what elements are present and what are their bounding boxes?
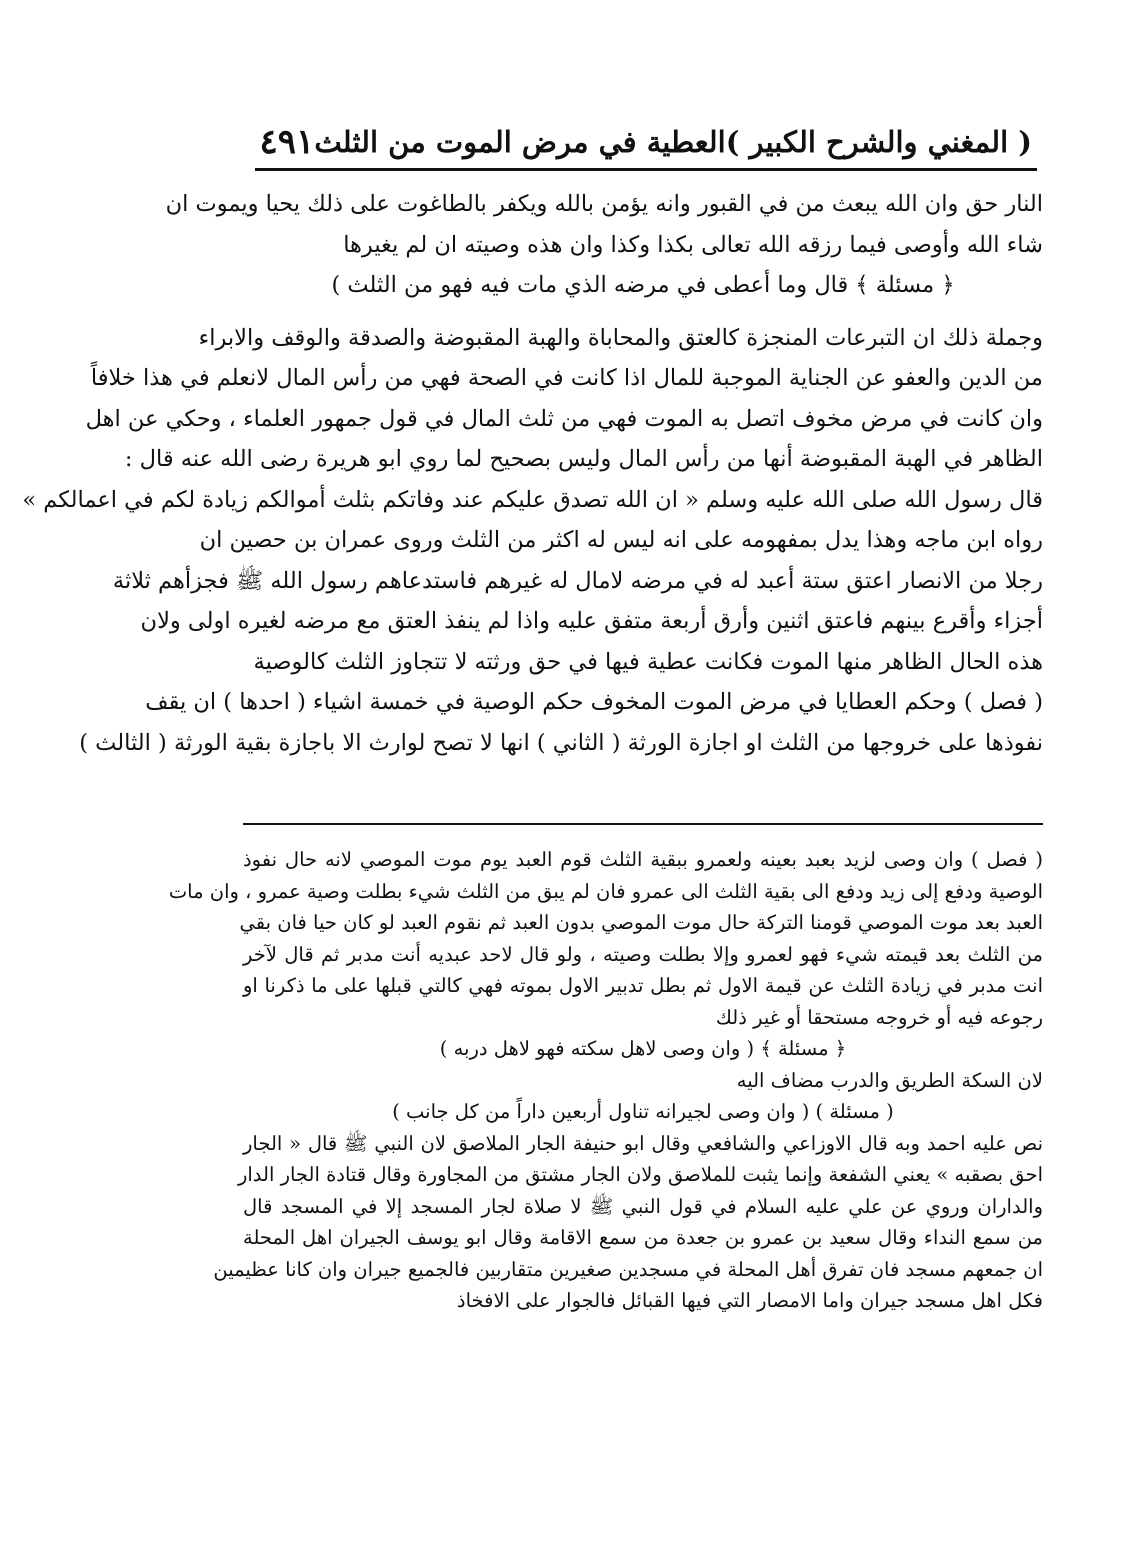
main-text-line: رواه ابن ماجه وهذا يدل بمفهومه على انه ليس له اكثر من الثلث وروى عمران بن حصين ان (199, 527, 1043, 553)
commentary-line: والداران وروي عن علي عليه السلام في قول النبي ﷺ لا صلاة لجار المسجد إلا في المسجد قال (243, 1194, 1043, 1218)
main-text-line: وان كانت في مرض مخوف اتصل به الموت فهي من ثلث المال في قول جمهور العلماء ، وحكي عن اهل (85, 405, 1043, 432)
commentary-line: الوصية ودفع إلى زيد ودفع الى بقية الثلث الى عمرو فان لم يبق من الثلث شيء بطلت وصية عمرو ، وان مات (168, 879, 1043, 903)
section-title: العطية في مرض الموت من الثلث (314, 125, 726, 159)
main-text-line: هذه الحال الظاهر منها الموت فكانت عطية فيها في حق ورثته لا تتجاوز الثلث كالوصية (253, 648, 1043, 675)
commentary-line: احق بصقبه » يعني الشفعة وإنما يثبت للملاصق ولان الجار مشتق من المجاورة وقال قتادة الجار الدار (237, 1163, 1043, 1186)
commentary-line: انت مدبر في زيادة الثلث عن قيمة الاول ثم بطل تدبير الاول بموته فهي كالتي قبلها على ما ذكرنا او (243, 974, 1043, 997)
main-text-line: ( فصل ) وحكم العطايا في مرض الموت المخوف حكم الوصية في خمسة اشياء ( احدها ) ان يقف (145, 689, 1043, 715)
main-text-line: وجملة ذلك ان التبرعات المنجزة كالعتق والمحاباة والهبة المقبوضة والصدقة والوقف والابراء (198, 324, 1043, 351)
commentary-line: العبد بعد موت الموصي قومنا التركة حال موت الموصي بدون العبد ثم نقوم العبد لو كان حيا فان بقي (239, 911, 1043, 934)
commentary-line: فكل اهل مسجد جيران واما الامصار التي فيها القبائل فالجوار على الافخاذ (456, 1289, 1043, 1312)
mas-ala-heading: ( مسئلة ) ( وان وصى لجيرانه تناول أربعين داراً من كل جانب ) (392, 1100, 894, 1123)
main-text-line: الظاهر في الهبة المقبوضة أنها من رأس المال وليس بصحيح لما روي ابو هريرة رضى الله عنه قال : (124, 446, 1043, 472)
main-text-line: رجلا من الانصار اعتق ستة أعبد له في مرضه لامال له غيرهم فاستدعاهم رسول الله ﷺ فجزأهم ثلاثة (112, 567, 1043, 594)
main-text-line: النار حق وان الله يبعث من في القبور وانه يؤمن بالله ويكفر بالطاغوت على ذلك يحيا ويموت ان (165, 191, 1043, 217)
header-rule (255, 168, 1037, 171)
commentary-line: نص عليه احمد وبه قال الاوزاعي والشافعي وقال ابو حنيفة الجار الملاصق لان النبي ﷺ قال « الجار (243, 1131, 1043, 1155)
main-text-line: من الدين والعفو عن الجناية الموجبة للمال اذا كانت في الصحة فهي من رأس المال لانعلم في هذا خلافاً (90, 365, 1043, 391)
main-text-line: أجزاء وأقرع بينهم فاعتق اثنين وأرق أربعة متفق عليه واذا لم ينفذ العتق مع مرضه لغيره اولى ولان (140, 608, 1043, 634)
commentary-line: من الثلث بعد قيمته شيء فهو لعمرو وإلا بطلت وصيته ، ولو قال لاحد عبديه أنت مدبر ثم قال لآخر (243, 942, 1043, 966)
mas-ala-heading: ﴿ مسئلة ﴾ قال وما أعطى في مرضه الذي مات فيه فهو من الثلث ) (331, 272, 955, 298)
main-text-line: نفوذها على خروجها من الثلث او اجازة الورثة ( الثاني ) انها لا تصح لوارث الا باجازة بقية الورثة ( الثالث ) (79, 729, 1043, 756)
commentary-line: ( فصل ) وان وصى لزيد بعبد بعينه ولعمرو ببقية الثلث قوم العبد يوم موت الموصي لانه حال نفوذ (243, 848, 1043, 871)
page-header (258, 118, 1032, 166)
commentary-line: من سمع النداء وقال سعيد بن عمرو بن جعدة من سمع الاقامة وقال ابو يوسف الجيران اهل المحلة (243, 1226, 1043, 1249)
commentary-line: لان السكة الطريق والدرب مضاف اليه (736, 1068, 1043, 1092)
commentary-text (168, 844, 1043, 1317)
mas-ala-heading: ﴿ مسئلة ﴾ ( وان وصى لاهل سكته فهو لاهل دربه ) (439, 1037, 847, 1060)
commentary-line: رجوعه فيه أو خروجه مستحقا أو غير ذلك (715, 1005, 1043, 1029)
main-text (22, 184, 1043, 763)
book-title: ( المغني والشرح الكبير ) (725, 125, 1032, 159)
main-text-line: شاء الله وأوصى فيما رزقه الله تعالى بكذا وكذا وان هذه وصيته ان لم يغيرها (343, 231, 1043, 258)
page-number: ٤٩١ (259, 122, 315, 162)
commentary-divider (243, 823, 1043, 825)
main-text-line: قال رسول الله صلى الله عليه وسلم « ان الله تصدق عليكم عند وفاتكم بثلث أموالكم زيادة لكم في اعمالكم » (22, 486, 1043, 513)
commentary-line: ان جمعهم مسجد فان تفرق أهل المحلة في مسجدين صغيرين متقاربين فالجميع جيران وان كانا عظيمين (213, 1257, 1043, 1281)
